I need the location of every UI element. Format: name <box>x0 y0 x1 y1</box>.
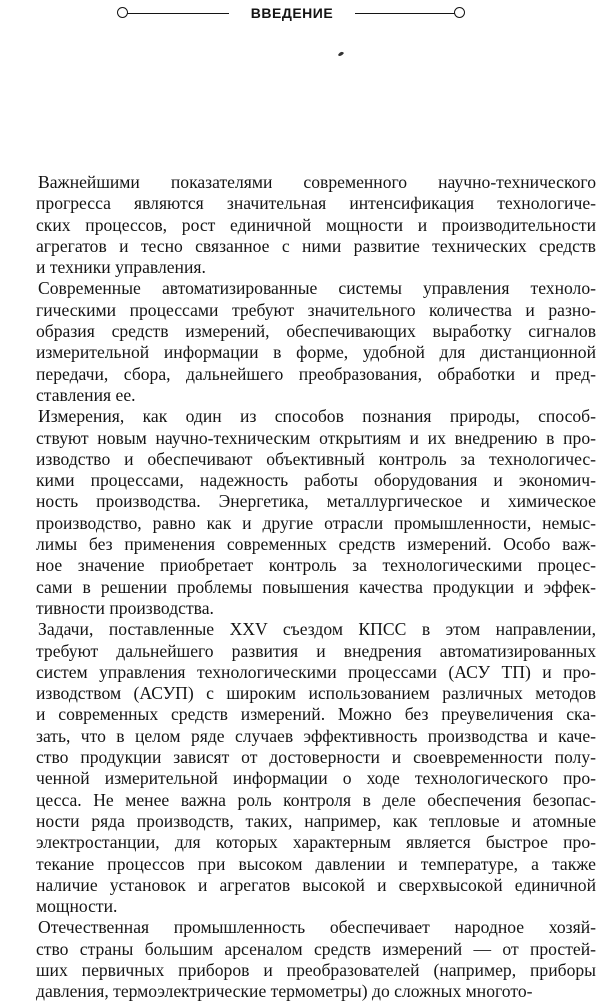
header-rule-left <box>125 13 229 14</box>
stray-ink-mark <box>337 48 347 58</box>
text-line: и техники управления. <box>36 257 206 278</box>
text-line: Отечественная промышленность обеспечивает народное хозяй- <box>38 917 596 938</box>
text-line: текание процессов при высоком давлении и температуре, а также <box>36 853 596 874</box>
header-ornament-left-circle <box>117 7 128 18</box>
text-line: тивности производства. <box>36 597 214 618</box>
text-line: требуют дальнейшего развития и внедрения автоматизированных <box>36 640 596 661</box>
text-line: мощности. <box>36 896 118 917</box>
text-line: Важнейшими показателями современного научно-технического <box>38 172 596 192</box>
paragraph <box>36 278 596 406</box>
text-line: зать, что в целом ряде случаев эффективность производства и каче- <box>36 725 596 746</box>
text-line: Измерения, как один из способов познания природы, способ- <box>38 406 596 427</box>
paragraph <box>36 172 596 278</box>
text-line: образия средств измерений, обеспечивающих выработку сигналов <box>36 321 596 342</box>
text-line: ство продукции зависят от достоверности и своевременности полу- <box>36 747 596 768</box>
text-line: Современные автоматизированные системы управления техноло- <box>38 278 596 299</box>
text-line: кими процессами, надежность работы оборудования и экономич- <box>36 470 596 491</box>
text-line: ских процессов, рост единичной мощности и производительности <box>36 214 596 235</box>
text-line: ставления ее. <box>36 384 136 405</box>
text-line: изводством (АСУП) с широким использованием различных методов <box>36 683 596 704</box>
text-line: ших первичных приборов и преобразователей (например, приборы <box>36 959 596 980</box>
paragraph <box>36 619 596 917</box>
text-line: систем управления технологическими процессами (АСУ ТП) и про- <box>36 661 596 682</box>
text-line: Задачи, поставленные XXV съездом КПСС в этом направлении, <box>38 619 596 640</box>
text-line: ченной измерительной информации о ходе технологического про- <box>36 768 596 789</box>
text-line: лимы без применения современных средств измерений. Особо важ- <box>36 534 596 555</box>
text-line: цесса. Не менее важна роль контроля в деле обеспечения безопас- <box>36 789 596 810</box>
header-rule-right <box>355 13 457 14</box>
text-line: сами в решении проблемы повышения качества продукции и эффек- <box>36 576 596 597</box>
text-line: ствуют новым научно-техническим открытиям и их внедрению в про- <box>36 427 596 448</box>
text-line: ности ряда производств, таких, например, как тепловые и атомные <box>36 810 596 831</box>
header-ornament-right-circle <box>454 7 465 18</box>
text-line: ство страны большим арсеналом средств измерений — от простей- <box>36 938 596 959</box>
text-line: давления, термоэлектрические термометры) до сложных многото- <box>36 981 533 1002</box>
chapter-title: ВВЕДЕНИЕ <box>250 5 334 21</box>
text-line: передачи, сбора, дальнейшего преобразования, обработки и пред- <box>36 363 596 384</box>
paragraph <box>36 917 596 1002</box>
text-line: измерительной информации в форме, удобной для дистанционной <box>36 342 596 363</box>
chapter-header <box>117 2 465 24</box>
text-line: изводство и обеспечивают объективный контроль за технологичес- <box>36 448 596 469</box>
text-line: агрегатов и тесно связанное с ними развитие технических средств <box>36 235 596 256</box>
text-line: гическими процессами требуют значительного количества и разно- <box>36 299 596 320</box>
body-text <box>36 172 596 1003</box>
text-line: и современных средств измерений. Можно без преувеличения ска- <box>36 704 596 725</box>
text-line: производство, равно как и другие отрасли промышленности, немыс- <box>36 512 596 533</box>
paragraph <box>36 406 596 619</box>
text-line: электростанции, для которых характерным является быстрое про- <box>36 832 596 853</box>
text-line: прогресса являются значительная интенсификация технологиче- <box>36 193 596 214</box>
text-line: ность производства. Энергетика, металлургическое и химическое <box>36 491 596 512</box>
text-line: наличие установок и агрегатов высокой и сверхвысокой единичной <box>36 874 596 895</box>
text-line: ное значение приобретает контроль за технологическими процес- <box>36 555 596 576</box>
